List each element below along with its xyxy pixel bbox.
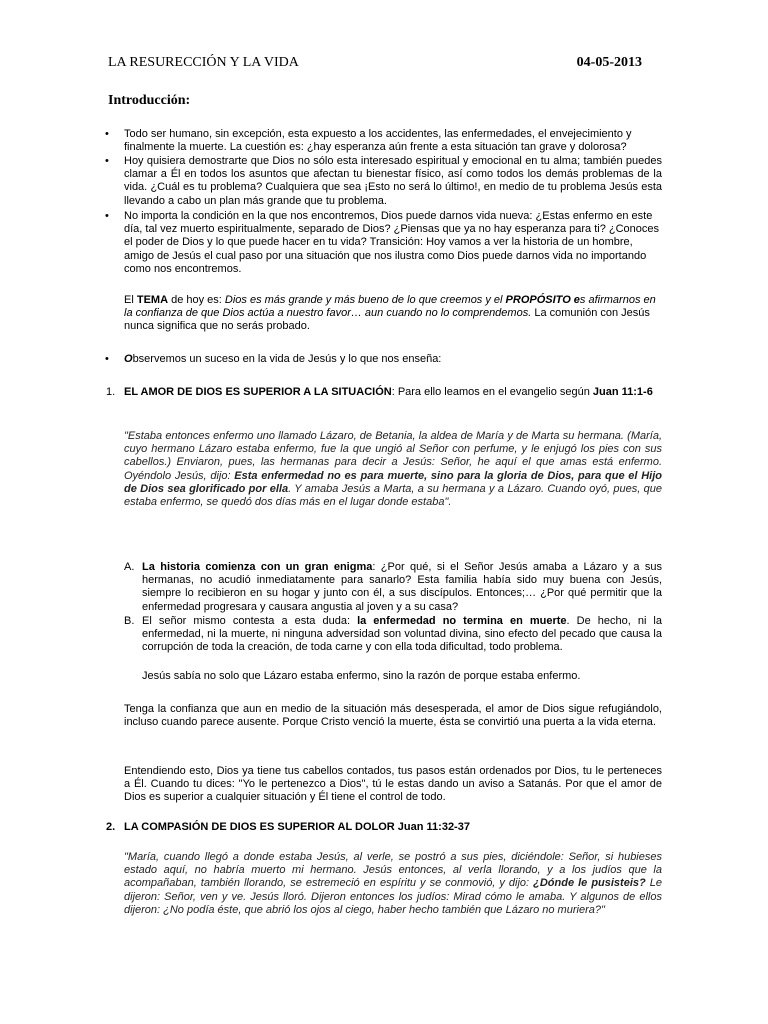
theme-statement: Dios es más grande y más bueno de lo que creemos y el — [224, 294, 506, 306]
trust-paragraph: Tenga la confianza que aun en medio de la situación más desesperada, el amor de Dios sigue refugiándolo, incluso cuando parece ausente. Porque Cristo venció la muerte, ésta se convirtió una puerta a la vida eterna. — [124, 703, 662, 729]
quote-text: "Estaba entonces enfermo uno llamado Lázaro, de Betania, la aldea de María y de Marta su hermana. (María, cuyo hermano Lázaro estaba enfermo, fue la que ungió al Señor con perfume, y le enjugó los pies con sus cabellos.) Enviaron, pues, las hermanas para decir a Jesús: Señor, he aquí el que amas está enfermo. Oyéndolo Jesús, dijo: — [124, 430, 662, 482]
section-heading-1 — [124, 386, 662, 399]
point-letter: A. — [124, 561, 135, 573]
theme-text: de hoy es: — [168, 294, 225, 306]
section-text: : Para ello leamos en el evangelio según — [391, 386, 593, 398]
quote-text: . Y amaba Jesús a Marta, a su hermana y a Lázaro. Cuando oyó, pues, que estaba enfermo, se quedó dos días más en el lugar donde estaba". — [124, 482, 662, 509]
document-title: LA RESURECCIÓN Y LA VIDA — [108, 55, 299, 70]
point-text: . De hecho, ni la enfermedad, ni la muerte, ni ninguna adversidad son voluntad divina, sino efecto del pecado que causa la corrupción de toda la creación, de toda carne y con ella toda dificultad, todo problema. — [142, 615, 662, 654]
jesus-knew-paragraph: Jesús sabía no solo que Lázaro estaba enfermo, sino la razón de porque estaba enfermo. — [142, 670, 581, 682]
scripture-quote-2 — [124, 851, 662, 917]
point-b — [142, 615, 662, 655]
bullet-item: Hoy quisiera demostrarte que Dios no sólo esta interesado espiritual y emocional en tu alma; también puedes clamar a Él en todos los asuntos que afectan tu bienestar físico, así como todos los demás problemas de la vida. ¿Cuál es tu problema? Cualquiera que sea ¡Esto no será lo último!, en medio de tu problema Jesús esta llevando a cabo un plan más grande que tu problema. — [124, 155, 662, 207]
bullet-item: No importa la condición en la que nos encontremos, Dios puede darnos vida nueva: ¿Estas enfermo en este día, tal vez muerto espiritualmente, separado de Dios? ¿Piensas que ya no hay esperanza para ti? ¿Conoces el poder de Dios y lo que puede hacer en tu vida? Transición: Hoy vamos a ver la historia de un hombre, amigo de Jesús el cual paso por una situación que nos ilustra como Dios puede darnos vida no importando como nos encontremos. — [124, 210, 660, 275]
theme-text: La comunión con Jesús nunca significa que no serás probado. — [124, 307, 650, 333]
section-number: 1. — [106, 386, 116, 398]
point-letter: B. — [124, 615, 135, 627]
observe-text: bservemos un suceso en la vida de Jesús y lo que nos enseña: — [132, 353, 442, 365]
bullet-icon: • — [105, 128, 109, 140]
section-title: EL AMOR DE DIOS ES SUPERIOR A LA SITUACIÓN — [124, 386, 392, 398]
point-text: : ¿Por qué, si el Señor Jesús amaba a Lázaro y a sus hermanas, no acudió inmediatamente para sanarlo? Esta familia había sido muy buena con Jesús, siempre lo recibieron en su hogar y junto con él, a sus discípulos. Entonces;… ¿Por qué permitir que la enfermedad progresara y causara angustia al joven y a su casa? — [142, 561, 662, 613]
point-text: El señor mismo contesta a esta duda: — [142, 615, 358, 627]
section-number: 2. — [106, 821, 116, 833]
point-a — [142, 561, 662, 614]
point-emphasis: La historia comienza con un gran enigma — [142, 561, 373, 573]
section-title: LA COMPASIÓN DE DIOS ES SUPERIOR AL DOLOR Juan 11:32-37 — [124, 821, 470, 833]
quote-emphasis: Esta enfermedad no es para muerte, sino para la gloria de Dios, para que el Hijo de Dios sea glorificado por ella — [124, 469, 662, 495]
quote-text: "María, cuando llegó a donde estaba Jesús, al verle, se postró a sus pies, diciéndole: Señor, si hubieses estado aquí, no habría muerto mi hermano. Jesús entonces, al verla llorando, y a los judíos que la acompañaban, también llorando, se estremeció en espíritu y se conmovió, y dijo: — [124, 851, 662, 890]
observe-line — [124, 353, 662, 366]
scripture-quote-1 — [124, 430, 662, 509]
theme-label: TEMA — [136, 294, 169, 306]
bullet-icon: • — [105, 353, 109, 365]
document-date: 04-05-2013 — [576, 55, 642, 70]
bullet-icon: • — [105, 210, 109, 222]
quote-emphasis: ¿Dónde le pusisteis? — [533, 877, 646, 890]
bullet-item: Todo ser humano, sin excepción, esta expuesto a los accidentes, las enfermedades, el envejecimiento y finalmente la muerte. La cuestión es: ¿hay esperanza aún frente a esta situación tan grave y dolorosa? — [124, 128, 632, 154]
scripture-reference: Juan 11:1-6 — [592, 386, 653, 398]
point-emphasis: la enfermedad no termina en muerte — [357, 615, 567, 627]
intro-heading: Introducción: — [108, 93, 191, 108]
bullet-icon: • — [105, 155, 109, 167]
purpose-statement: s afirmarnos en la confianza de que Dios actúa a nuestro favor… aun cuando no lo comprendemos. — [124, 294, 656, 320]
observe-initial: O — [124, 353, 133, 365]
theme-text: El — [124, 294, 137, 306]
theme-paragraph — [124, 294, 662, 334]
quote-text: Le dijeron: Señor, ven y ve. Jesús lloró. Dijeron entonces los judíos: Mirad cómo le amaba. Y algunos de ellos dijeron: ¿No podía éste, que abrió los ojos al ciego, haber hecho también que Lázaro no muriera?" — [124, 877, 663, 916]
understanding-paragraph: Entendiendo esto, Dios ya tiene tus cabellos contados, tus pasos están ordenados por Dios, tu le perteneces a Él. Cuando tu dices: "Yo le pertenezco a Dios", tú le estas dando un aviso a Satanás. Por que el amor de Dios es superior a cualquier situación y Él tiene el control de todo. — [124, 765, 662, 804]
section-heading-2 — [124, 821, 662, 834]
purpose-label: PROPÓSITO e — [505, 294, 580, 306]
